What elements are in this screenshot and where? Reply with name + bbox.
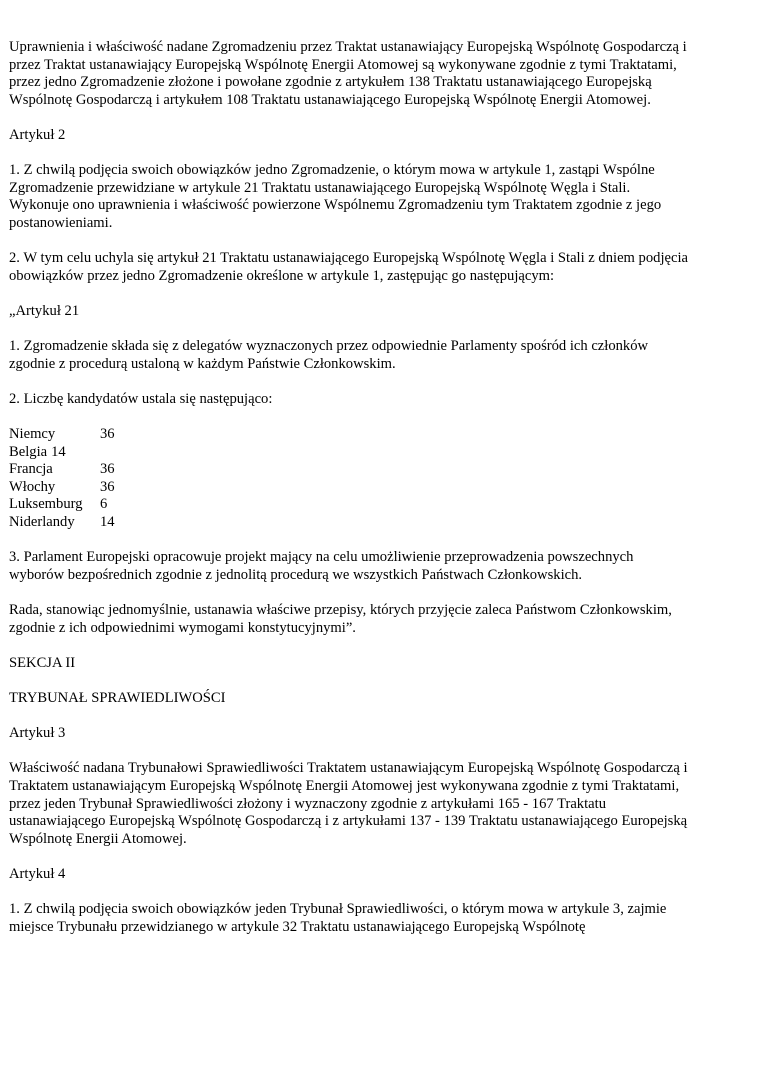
intro-paragraph: Uprawnienia i właściwość nadane Zgromadzeniu przez Traktat ustanawiający Europejską Wspólnotę Gospodarczą i przez Traktat ustanawiający Europejską Wspólnotę Energii Atomowej są wykonywane zgodnie z tymi Traktatami, przez jedno Zgromadzenie złożone i powołane zgodnie z artykułem 138 Traktatu ustanawiającego Europejską Wspólnotę Gospodarczą i artykułem 108 Traktatu ustanawiającego Europejską Wspólnotę Energii Atomowej. bbox=[9, 39, 691, 108]
country-name: Włochy bbox=[9, 478, 56, 495]
country-name: Francja bbox=[9, 461, 53, 478]
article-2-paragraph-1: 1. Z chwilą podjęcia swoich obowiązków jedno Zgromadzenie, o którym mowa w artykule 1, zastąpi Wspólne Zgromadzenie przewidziane w artykule 21 Traktatu ustanawiającego Europejską Wspólnotę Węgla i Stali. Wykonuje ono uprawnienia i właściwość powierzone Wspólnemu Zgromadzeniu tym Traktatem zgodnie z jego postanowieniami. bbox=[9, 162, 665, 231]
country-name: Niderlandy bbox=[9, 514, 75, 531]
article-21-paragraph-2: 2. Liczbę kandydatów ustala się następująco: bbox=[9, 390, 273, 407]
country-name: Luksemburg bbox=[9, 496, 83, 513]
country-name: Niemcy bbox=[9, 426, 56, 443]
article-3-paragraph: Właściwość nadana Trybunałowi Sprawiedliwości Traktatem ustanawiającym Europejską Wspólnotę Gospodarczą i Traktatem ustanawiającym Europejską Wspólnotę Energii Atomowej jest wykonywana zgodnie z tymi Traktatami, przez jeden Trybunał Sprawiedliwości złożony i wyznaczony zgodnie z artykułami 165 - 167 Traktatu ustanawiającego Europejską Wspólnotę Gospodarczą i z artykułami 137 - 139 Traktatu ustanawiającego Europejską Wspólnotę Energii Atomowej. bbox=[9, 760, 691, 847]
delegate-count: 36 bbox=[100, 461, 115, 478]
article-21-closing-paragraph: Rada, stanowiąc jednomyślnie, ustanawia właściwe przepisy, których przyjęcie zaleca Państwom Członkowskim, zgodnie z ich odpowiednimi wymogami konstytucyjnymi”. bbox=[9, 602, 676, 636]
section-title: TRYBUNAŁ SPRAWIEDLIWOŚCI bbox=[9, 689, 226, 706]
article-2-heading: Artykuł 2 bbox=[9, 126, 66, 143]
table-row bbox=[9, 444, 689, 462]
table-row bbox=[9, 426, 689, 444]
table-row bbox=[9, 461, 689, 479]
table-row bbox=[9, 514, 689, 532]
country-name: Belgia bbox=[9, 443, 48, 460]
delegate-count: 36 bbox=[100, 478, 115, 495]
article-4-heading: Artykuł 4 bbox=[9, 865, 66, 882]
delegate-count: 14 bbox=[100, 514, 115, 531]
article-3-heading: Artykuł 3 bbox=[9, 725, 66, 742]
delegate-count: 6 bbox=[100, 496, 108, 513]
delegate-count: 14 bbox=[51, 443, 66, 460]
article-21-paragraph-3: 3. Parlament Europejski opracowuje projekt mający na celu umożliwienie przeprowadzenia powszechnych wyborów bezpośrednich zgodnie z jednolitą procedurą we wszystkich Państwach Członkowskich. bbox=[9, 549, 638, 583]
article-21-heading: „Artykuł 21 bbox=[9, 302, 80, 319]
document-page bbox=[9, 39, 692, 954]
delegates-table bbox=[9, 426, 689, 532]
article-21-paragraph-1: 1. Zgromadzenie składa się z delegatów wyznaczonych przez odpowiednie Parlamenty spośród ich członków zgodnie z procedurą ustaloną w każdym Państwie Członkowskim. bbox=[9, 338, 652, 372]
section-heading: SEKCJA II bbox=[9, 654, 76, 671]
table-row bbox=[9, 479, 689, 497]
table-row bbox=[9, 496, 689, 514]
article-4-paragraph-1: 1. Z chwilą podjęcia swoich obowiązków jeden Trybunał Sprawiedliwości, o którym mowa w artykule 3, zajmie miejsce Trybunału przewidzianego w artykule 32 Traktatu ustanawiającego Europejską Wspólnotę bbox=[9, 901, 671, 935]
delegate-count: 36 bbox=[100, 426, 115, 443]
article-2-paragraph-2: 2. W tym celu uchyla się artykuł 21 Traktatu ustanawiającego Europejską Wspólnotę Węgla i Stali z dniem podjęcia obowiązków przez jedno Zgromadzenie określone w artykule 1, zastępując go następującym: bbox=[9, 250, 692, 284]
